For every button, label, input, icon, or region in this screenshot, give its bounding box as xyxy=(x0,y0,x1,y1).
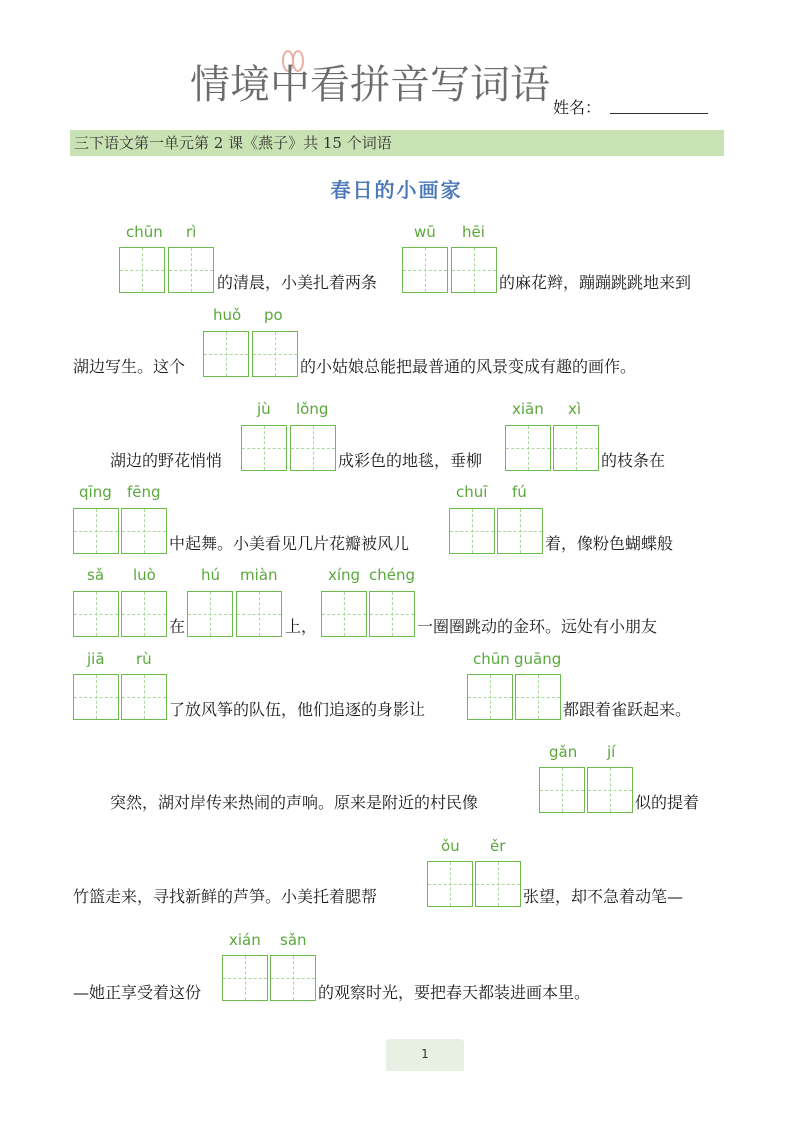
name-label: 姓名： xyxy=(553,98,602,117)
answer-box[interactable] xyxy=(321,591,367,637)
name-input-line[interactable] xyxy=(610,113,708,114)
banner-title: 情境中看拼音写词语 xyxy=(190,62,550,108)
answer-box[interactable] xyxy=(467,674,513,720)
answer-box[interactable] xyxy=(427,861,473,907)
pinyin-label: huǒ xyxy=(213,306,242,324)
pinyin-label: chéng xyxy=(369,566,416,584)
pinyin-label: gǎn xyxy=(549,743,578,761)
answer-box[interactable] xyxy=(222,955,268,1001)
pinyin-label: xiān xyxy=(512,400,544,418)
answer-box[interactable] xyxy=(539,767,585,813)
answer-box[interactable] xyxy=(252,331,298,377)
lesson-info-bar: 三下语文第一单元第 2 课《燕子》共 15 个词语 xyxy=(70,130,724,156)
story-title: 春日的小画家 xyxy=(330,178,463,202)
answer-box[interactable] xyxy=(73,674,119,720)
pinyin-label: wū xyxy=(414,223,436,241)
answer-box[interactable] xyxy=(515,674,561,720)
story-text: 在 xyxy=(169,617,186,636)
story-text: 都跟着雀跃起来。 xyxy=(563,700,692,719)
pinyin-label: chūn xyxy=(126,223,163,241)
page-number: 1 xyxy=(386,1039,464,1071)
pinyin-label: chūn xyxy=(473,650,510,668)
story-text: 湖边写生。这个 xyxy=(73,357,186,376)
story-text: 张望，却不急着动笔— xyxy=(523,887,684,906)
story-text: 的小姑娘总能把最普通的风景变成有趣的画作。 xyxy=(300,357,637,376)
answer-box[interactable] xyxy=(241,425,287,471)
pinyin-label: ěr xyxy=(490,837,506,855)
pinyin-label: xì xyxy=(568,400,582,418)
pinyin-label: xíng xyxy=(328,566,361,584)
story-text: 湖边的野花悄悄 xyxy=(110,451,223,470)
answer-box[interactable] xyxy=(121,508,167,554)
answer-box[interactable] xyxy=(505,425,551,471)
pinyin-label: lǒng xyxy=(296,400,329,418)
pinyin-label: jí xyxy=(607,743,616,761)
story-text: 突然，湖对岸传来热闹的声响。原来是附近的村民像 xyxy=(110,793,479,812)
pinyin-label: sǎn xyxy=(280,931,307,949)
story-text: 的清晨，小美扎着两条 xyxy=(217,273,378,292)
story-text: 似的提着 xyxy=(635,793,700,812)
answer-box[interactable] xyxy=(587,767,633,813)
pinyin-label: qīng xyxy=(79,483,112,501)
story-text: 竹篮走来，寻找新鲜的芦笋。小美托着腮帮 xyxy=(73,887,378,906)
answer-box[interactable] xyxy=(475,861,521,907)
answer-box[interactable] xyxy=(73,508,119,554)
pinyin-label: guāng xyxy=(514,650,562,668)
story-text: 一圈圈跳动的金环。远处有小朋友 xyxy=(417,617,658,636)
answer-box[interactable] xyxy=(497,508,543,554)
pinyin-label: jiā xyxy=(87,650,105,668)
pinyin-label: xián xyxy=(229,931,261,949)
pinyin-label: fēng xyxy=(127,483,161,501)
pinyin-label: miàn xyxy=(240,566,278,584)
answer-box[interactable] xyxy=(451,247,497,293)
answer-box[interactable] xyxy=(168,247,214,293)
story-text: 成彩色的地毯，垂柳 xyxy=(338,451,483,470)
story-text: —她正享受着这份 xyxy=(73,983,202,1002)
answer-box[interactable] xyxy=(73,591,119,637)
story-text: 中起舞。小美看见几片花瓣被风儿 xyxy=(169,534,410,553)
answer-box[interactable] xyxy=(121,674,167,720)
pinyin-label: rì xyxy=(186,223,197,241)
answer-box[interactable] xyxy=(553,425,599,471)
story-text: 上， xyxy=(285,617,318,636)
story-text: 着，像粉色蝴蝶般 xyxy=(545,534,674,553)
pinyin-label: sǎ xyxy=(87,566,105,584)
answer-box[interactable] xyxy=(121,591,167,637)
pinyin-label: rù xyxy=(136,650,152,668)
answer-box[interactable] xyxy=(449,508,495,554)
story-text: 的麻花辫，蹦蹦跳跳地来到 xyxy=(499,273,692,292)
pinyin-label: chuī xyxy=(456,483,488,501)
answer-box[interactable] xyxy=(203,331,249,377)
pinyin-label: luò xyxy=(133,566,156,584)
answer-box[interactable] xyxy=(369,591,415,637)
answer-box[interactable] xyxy=(270,955,316,1001)
answer-box[interactable] xyxy=(236,591,282,637)
pinyin-label: jù xyxy=(257,400,271,418)
story-text: 了放风筝的队伍，他们追逐的身影让 xyxy=(169,700,426,719)
answer-box[interactable] xyxy=(290,425,336,471)
story-text: 的观察时光，要把春天都装进画本里。 xyxy=(318,983,591,1002)
pinyin-label: hú xyxy=(201,566,221,584)
answer-box[interactable] xyxy=(187,591,233,637)
answer-box[interactable] xyxy=(119,247,165,293)
pinyin-label: ǒu xyxy=(441,837,460,855)
pinyin-label: hēi xyxy=(462,223,485,241)
pinyin-label: po xyxy=(264,306,283,324)
story-text: 的枝条在 xyxy=(601,451,666,470)
answer-box[interactable] xyxy=(402,247,448,293)
pinyin-label: fú xyxy=(512,483,527,501)
